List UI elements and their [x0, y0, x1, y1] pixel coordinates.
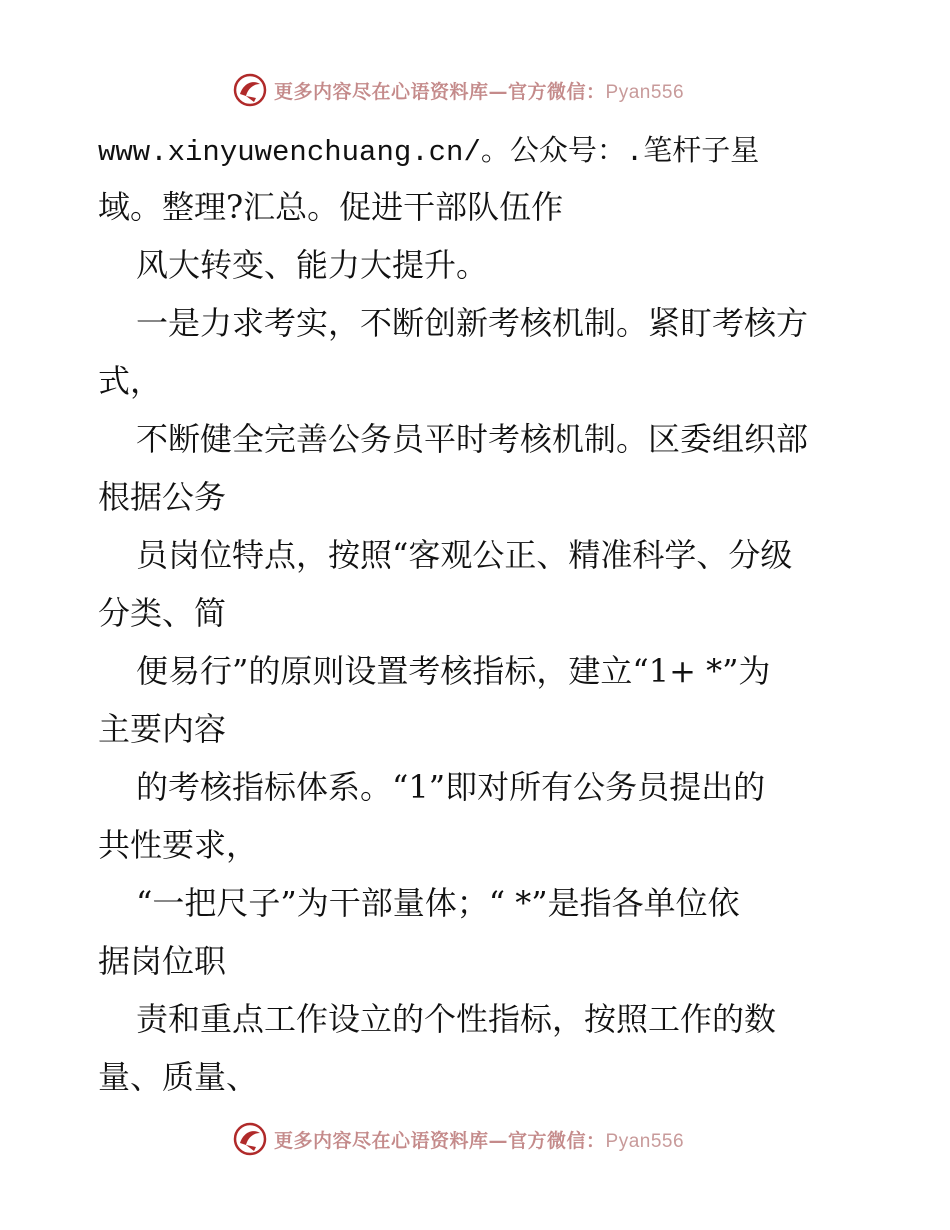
- header-wechat-id: Pyan556: [605, 81, 685, 103]
- body-line: 员岗位特点，按照“客观公正、精准科学、分级: [136, 536, 793, 574]
- body-line: 便易行”的原则设置考核指标，建立“1+ *”为: [136, 652, 771, 690]
- body-line: 不断健全完善公务员平时考核机制。区委组织部: [136, 420, 809, 458]
- footer-dash: —: [488, 1129, 509, 1152]
- body-line: 量、质量、: [98, 1058, 259, 1096]
- header-brand-text: 更多内容尽在心语资料库: [274, 80, 489, 103]
- brand-logo-icon: [232, 1121, 268, 1157]
- body-line: 共性要求，: [98, 826, 259, 864]
- body-line: 的考核指标体系。“1”即对所有公务员提出的: [136, 768, 766, 806]
- footer-banner: [232, 1121, 712, 1157]
- body-line: 根据公务: [98, 478, 227, 516]
- header-dash: —: [488, 80, 509, 103]
- body-line: 风大转变、能力大提升。: [136, 246, 489, 284]
- header-wechat-label: 官方微信：: [508, 80, 606, 103]
- body-line: [98, 120, 858, 178]
- body-line-1: www.xinyuwenchuang.cn/。公众号：.笔杆子星: [98, 136, 760, 169]
- header-banner: [232, 72, 712, 108]
- document-body: [98, 120, 858, 1106]
- footer-wechat-id: Pyan556: [605, 1130, 685, 1152]
- brand-logo-icon: [232, 72, 268, 108]
- body-line: 分类、简: [98, 594, 227, 632]
- body-line: 式，: [98, 362, 163, 400]
- footer-wechat-label: 官方微信：: [508, 1129, 606, 1152]
- body-line: 域。整理?汇总。促进干部队伍作: [98, 188, 564, 226]
- body-line: “一把尺子”为干部量体；“ *”是指各单位依: [136, 884, 740, 922]
- body-line: 一是力求考实，不断创新考核机制。紧盯考核方: [136, 304, 809, 342]
- body-line: 据岗位职: [98, 942, 227, 980]
- footer-brand-text: 更多内容尽在心语资料库: [274, 1129, 489, 1152]
- body-line: 主要内容: [98, 710, 227, 748]
- header-text: [274, 77, 684, 104]
- footer-text: [274, 1126, 684, 1153]
- body-line: 责和重点工作设立的个性指标，按照工作的数: [136, 1000, 777, 1038]
